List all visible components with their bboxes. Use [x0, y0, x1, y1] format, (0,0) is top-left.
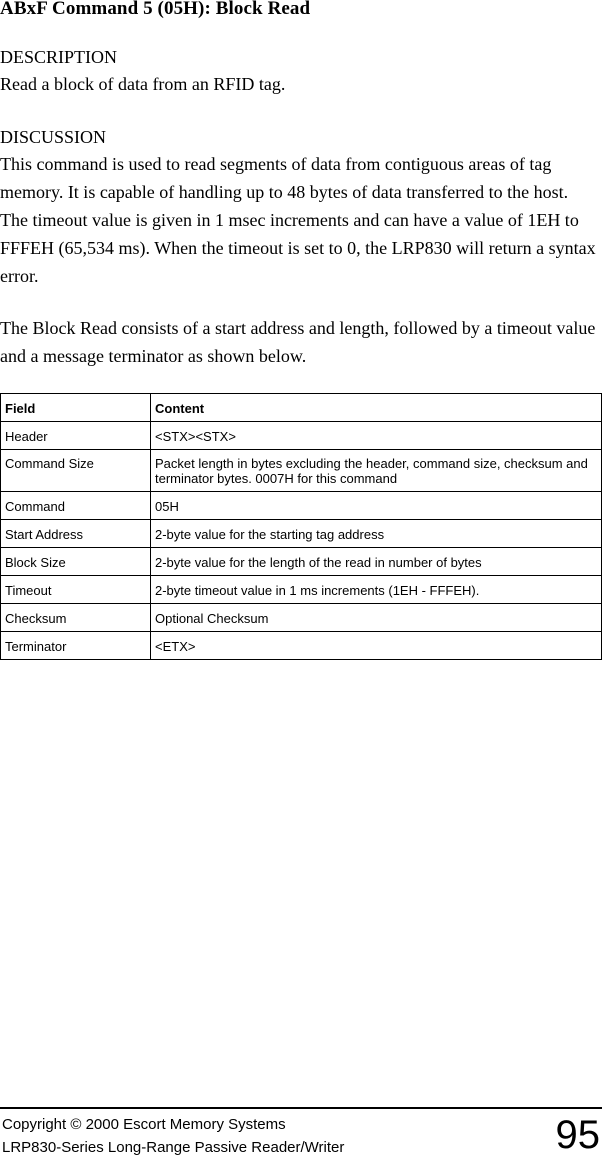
description-text: Read a block of data from an RFID tag. [0, 74, 286, 94]
field-name-cell: Terminator [1, 632, 151, 660]
field-content-cell: 2-byte timeout value in 1 ms increments (1EH - FFFEH). [151, 576, 602, 604]
table-row [1, 548, 602, 576]
field-content-cell: 2-byte value for the length of the read in number of bytes [151, 548, 602, 576]
table-row [1, 492, 602, 520]
discussion-paragraph: This command is used to read segments of data from contiguous areas of tag memory. It is capable of handling up to 48 bytes of data transferred to the host. The timeout value is given in 1 msec increments and can have a value of 1EH to FFFEH (65,534 ms). When the timeout is set to 0, the LRP830 will return a syntax error. [0, 154, 596, 286]
field-content-cell: <STX><STX> [151, 422, 602, 450]
description-heading: DESCRIPTION [0, 47, 118, 67]
table-row [1, 632, 602, 660]
table-row [1, 450, 602, 492]
table-row [1, 576, 602, 604]
column-header-field: Field [1, 394, 151, 422]
field-name-cell: Command Size [1, 450, 151, 492]
table-row [1, 604, 602, 632]
field-name-cell: Timeout [1, 576, 151, 604]
discussion-paragraph: The Block Read consists of a start address and length, followed by a timeout value and a message terminator as shown below. [0, 318, 596, 366]
field-name-cell: Start Address [1, 520, 151, 548]
page-number: 95 [555, 1113, 600, 1157]
page-title: ABxF Command 5 (05H): Block Read [0, 0, 311, 19]
field-content-cell: <ETX> [151, 632, 602, 660]
field-content-cell: Optional Checksum [151, 604, 602, 632]
footer-product-name: LRP830-Series Long-Range Passive Reader/Writer [2, 1139, 345, 1156]
table-header-row [1, 394, 602, 422]
field-content-cell: 2-byte value for the starting tag address [151, 520, 602, 548]
field-name-cell: Command [1, 492, 151, 520]
field-name-cell: Header [1, 422, 151, 450]
table-row [1, 520, 602, 548]
field-content-cell: Packet length in bytes excluding the header, command size, checksum and terminator bytes. 0007H for this command [151, 450, 602, 492]
column-header-content: Content [151, 394, 602, 422]
command-fields-table [0, 393, 602, 660]
footer-copyright: Copyright © 2000 Escort Memory Systems [2, 1116, 286, 1133]
discussion-heading: DISCUSSION [0, 127, 107, 147]
table-row [1, 422, 602, 450]
footer-divider [0, 1107, 602, 1109]
field-content-cell: 05H [151, 492, 602, 520]
field-name-cell: Block Size [1, 548, 151, 576]
field-name-cell: Checksum [1, 604, 151, 632]
